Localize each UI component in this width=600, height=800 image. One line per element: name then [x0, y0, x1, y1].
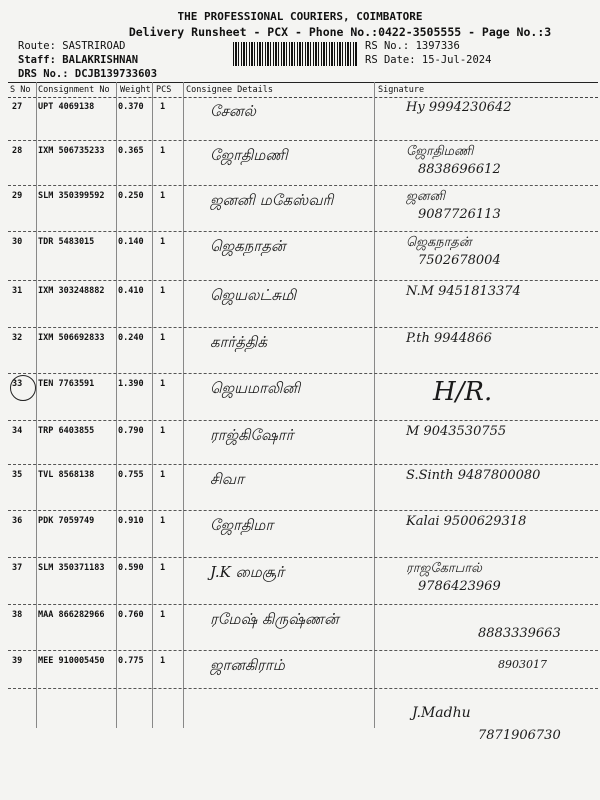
row-consignment-no: TRP 6403855: [38, 426, 95, 436]
row-signature: ஜனனி: [406, 189, 445, 204]
row-consignment-no: IXM 303248882: [38, 286, 105, 296]
row-sno: 31: [12, 286, 23, 296]
row-weight: 0.240: [118, 333, 144, 343]
row-signature-line2: 9786423969: [418, 579, 501, 594]
row-signature: 8903017: [498, 658, 547, 671]
rs-number: RS No.: 1397336: [365, 40, 460, 52]
row-consignment-no: MAA 866282966: [38, 610, 105, 620]
row-consignment-no: SLM 350399592: [38, 191, 105, 201]
row-signature: ஜோதிமணி: [406, 144, 474, 159]
row-signature: N.M 9451813374: [406, 284, 521, 299]
table-row: [8, 420, 598, 465]
row-consignee: J.K மைசூர்: [210, 563, 285, 581]
row-pcs: 1: [160, 470, 166, 480]
row-pcs: 1: [160, 102, 166, 112]
table-row: [8, 373, 598, 421]
row-consignment-no: TDR 5483015: [38, 237, 95, 247]
row-consignee: ராஜ்கிஷோர்: [210, 426, 294, 444]
row-consignment-no: SLM 350371183: [38, 563, 105, 573]
row-consignment-no: IXM 506735233: [38, 146, 105, 156]
row-sno: 36: [12, 516, 23, 526]
table-row: [8, 557, 598, 605]
row-pcs: 1: [160, 379, 166, 389]
row-weight: 0.760: [118, 610, 144, 620]
row-consignee: ஜானகிராம்: [210, 656, 285, 674]
row-consignee: சேனல்: [210, 102, 256, 120]
row-consignee: சிவா: [210, 470, 244, 488]
barcode-image: [233, 42, 358, 66]
route-label: Route: SASTRIROAD: [18, 40, 126, 52]
row-weight: 0.410: [118, 286, 144, 296]
table-row: [8, 140, 598, 186]
col-sno: S No: [10, 85, 31, 95]
row-weight: 0.370: [118, 102, 144, 112]
row-weight: 0.775: [118, 656, 144, 666]
row-consignee: ஜனனி மகேஸ்வரி: [210, 191, 334, 209]
row-weight: 0.140: [118, 237, 144, 247]
row-weight: 0.755: [118, 470, 144, 480]
row-signature-line2: 7502678004: [418, 253, 501, 268]
row-pcs: 1: [160, 426, 166, 436]
row-sno: 35: [12, 470, 23, 480]
row-sno: 32: [12, 333, 23, 343]
row-weight: 1.390: [118, 379, 144, 389]
table-row: [8, 604, 598, 651]
row-consignment-no: UPT 4069138: [38, 102, 95, 112]
row-signature: M 9043530755: [406, 424, 507, 439]
row-consignment-no: IXM 506692833: [38, 333, 105, 343]
row-consignee: ஜெயலட்சுமி: [210, 286, 296, 304]
row-signature: S.Sinth 9487800080: [406, 468, 541, 483]
row-consignment-no: TEN 7763591: [38, 379, 95, 389]
row-signature: Kalai 9500629318: [406, 514, 527, 529]
col-pcs: PCS: [156, 85, 172, 95]
footer-phone: 7871906730: [478, 728, 561, 743]
rs-date: RS Date: 15-Jul-2024: [365, 54, 492, 66]
row-pcs: 1: [160, 563, 166, 573]
footer-signature: J.Madhu: [412, 705, 471, 721]
row-consignment-no: TVL 8568138: [38, 470, 95, 480]
row-sno: 27: [12, 102, 23, 112]
runsheet-subtitle: Delivery Runsheet - PCX - Phone No.:0422-3505555 - Page No.:3: [128, 25, 552, 39]
staff-label: Staff: BALAKRISHNAN: [18, 54, 139, 66]
row-sno: 37: [12, 563, 23, 573]
row-consignment-no: PDK 7059749: [38, 516, 95, 526]
row-consignee: கார்த்திக்: [210, 333, 267, 351]
row-signature: P.th 9944866: [406, 331, 492, 346]
row-sno: 34: [12, 426, 23, 436]
row-signature: ஜெகநாதன்: [406, 235, 472, 250]
table-row: [8, 185, 598, 232]
col-consignment: Consignment No: [38, 85, 110, 95]
row-sno: 38: [12, 610, 23, 620]
row-signature-line2: 9087726113: [418, 207, 501, 222]
row-sno: 29: [12, 191, 23, 201]
row-weight: 0.910: [118, 516, 144, 526]
row-pcs: 1: [160, 656, 166, 666]
row-pcs: 1: [160, 333, 166, 343]
col-weight: Weight: [120, 85, 151, 95]
col-signature: Signature: [378, 85, 425, 95]
row-consignee: ஜெகநாதன்: [210, 237, 286, 255]
row-pcs: 1: [160, 286, 166, 296]
row-signature-line2: 8838696612: [418, 162, 501, 177]
drs-label: DRS No.: DCJB139733603: [18, 68, 158, 80]
row-signature: 8883339663: [478, 626, 561, 641]
row-pcs: 1: [160, 146, 166, 156]
table-row: [8, 280, 598, 328]
table-row: [8, 464, 598, 511]
row-pcs: 1: [160, 191, 166, 201]
row-consignee: ஜோதிமா: [210, 516, 274, 534]
table-row: [8, 327, 598, 374]
row-consignee: ஜெயமாலினி: [210, 379, 301, 397]
table-row: [8, 231, 598, 281]
row-sno: 28: [12, 146, 23, 156]
table-row: [8, 510, 598, 558]
col-consignee: Consignee Details: [186, 85, 273, 95]
row-sno: 30: [12, 237, 23, 247]
row-weight: 0.790: [118, 426, 144, 436]
row-sno: 33: [12, 379, 23, 389]
row-consignee: ரமேஷ் கிருஷ்ணன்: [210, 610, 339, 628]
row-weight: 0.590: [118, 563, 144, 573]
row-consignment-no: MEE 910005450: [38, 656, 105, 666]
row-signature: Hy 9994230642: [406, 100, 512, 115]
row-signature: ராஜகோபால்: [406, 561, 482, 576]
row-sno: 39: [12, 656, 23, 666]
row-weight: 0.365: [118, 146, 144, 156]
row-weight: 0.250: [118, 191, 144, 201]
table-row: [8, 96, 598, 141]
table-row: [8, 650, 598, 689]
row-signature: H/R.: [433, 377, 493, 407]
row-pcs: 1: [160, 610, 166, 620]
row-pcs: 1: [160, 237, 166, 247]
company-title: THE PROFESSIONAL COURIERS, COIMBATORE: [177, 10, 423, 23]
row-consignee: ஜோதிமணி: [210, 146, 288, 164]
row-pcs: 1: [160, 516, 166, 526]
